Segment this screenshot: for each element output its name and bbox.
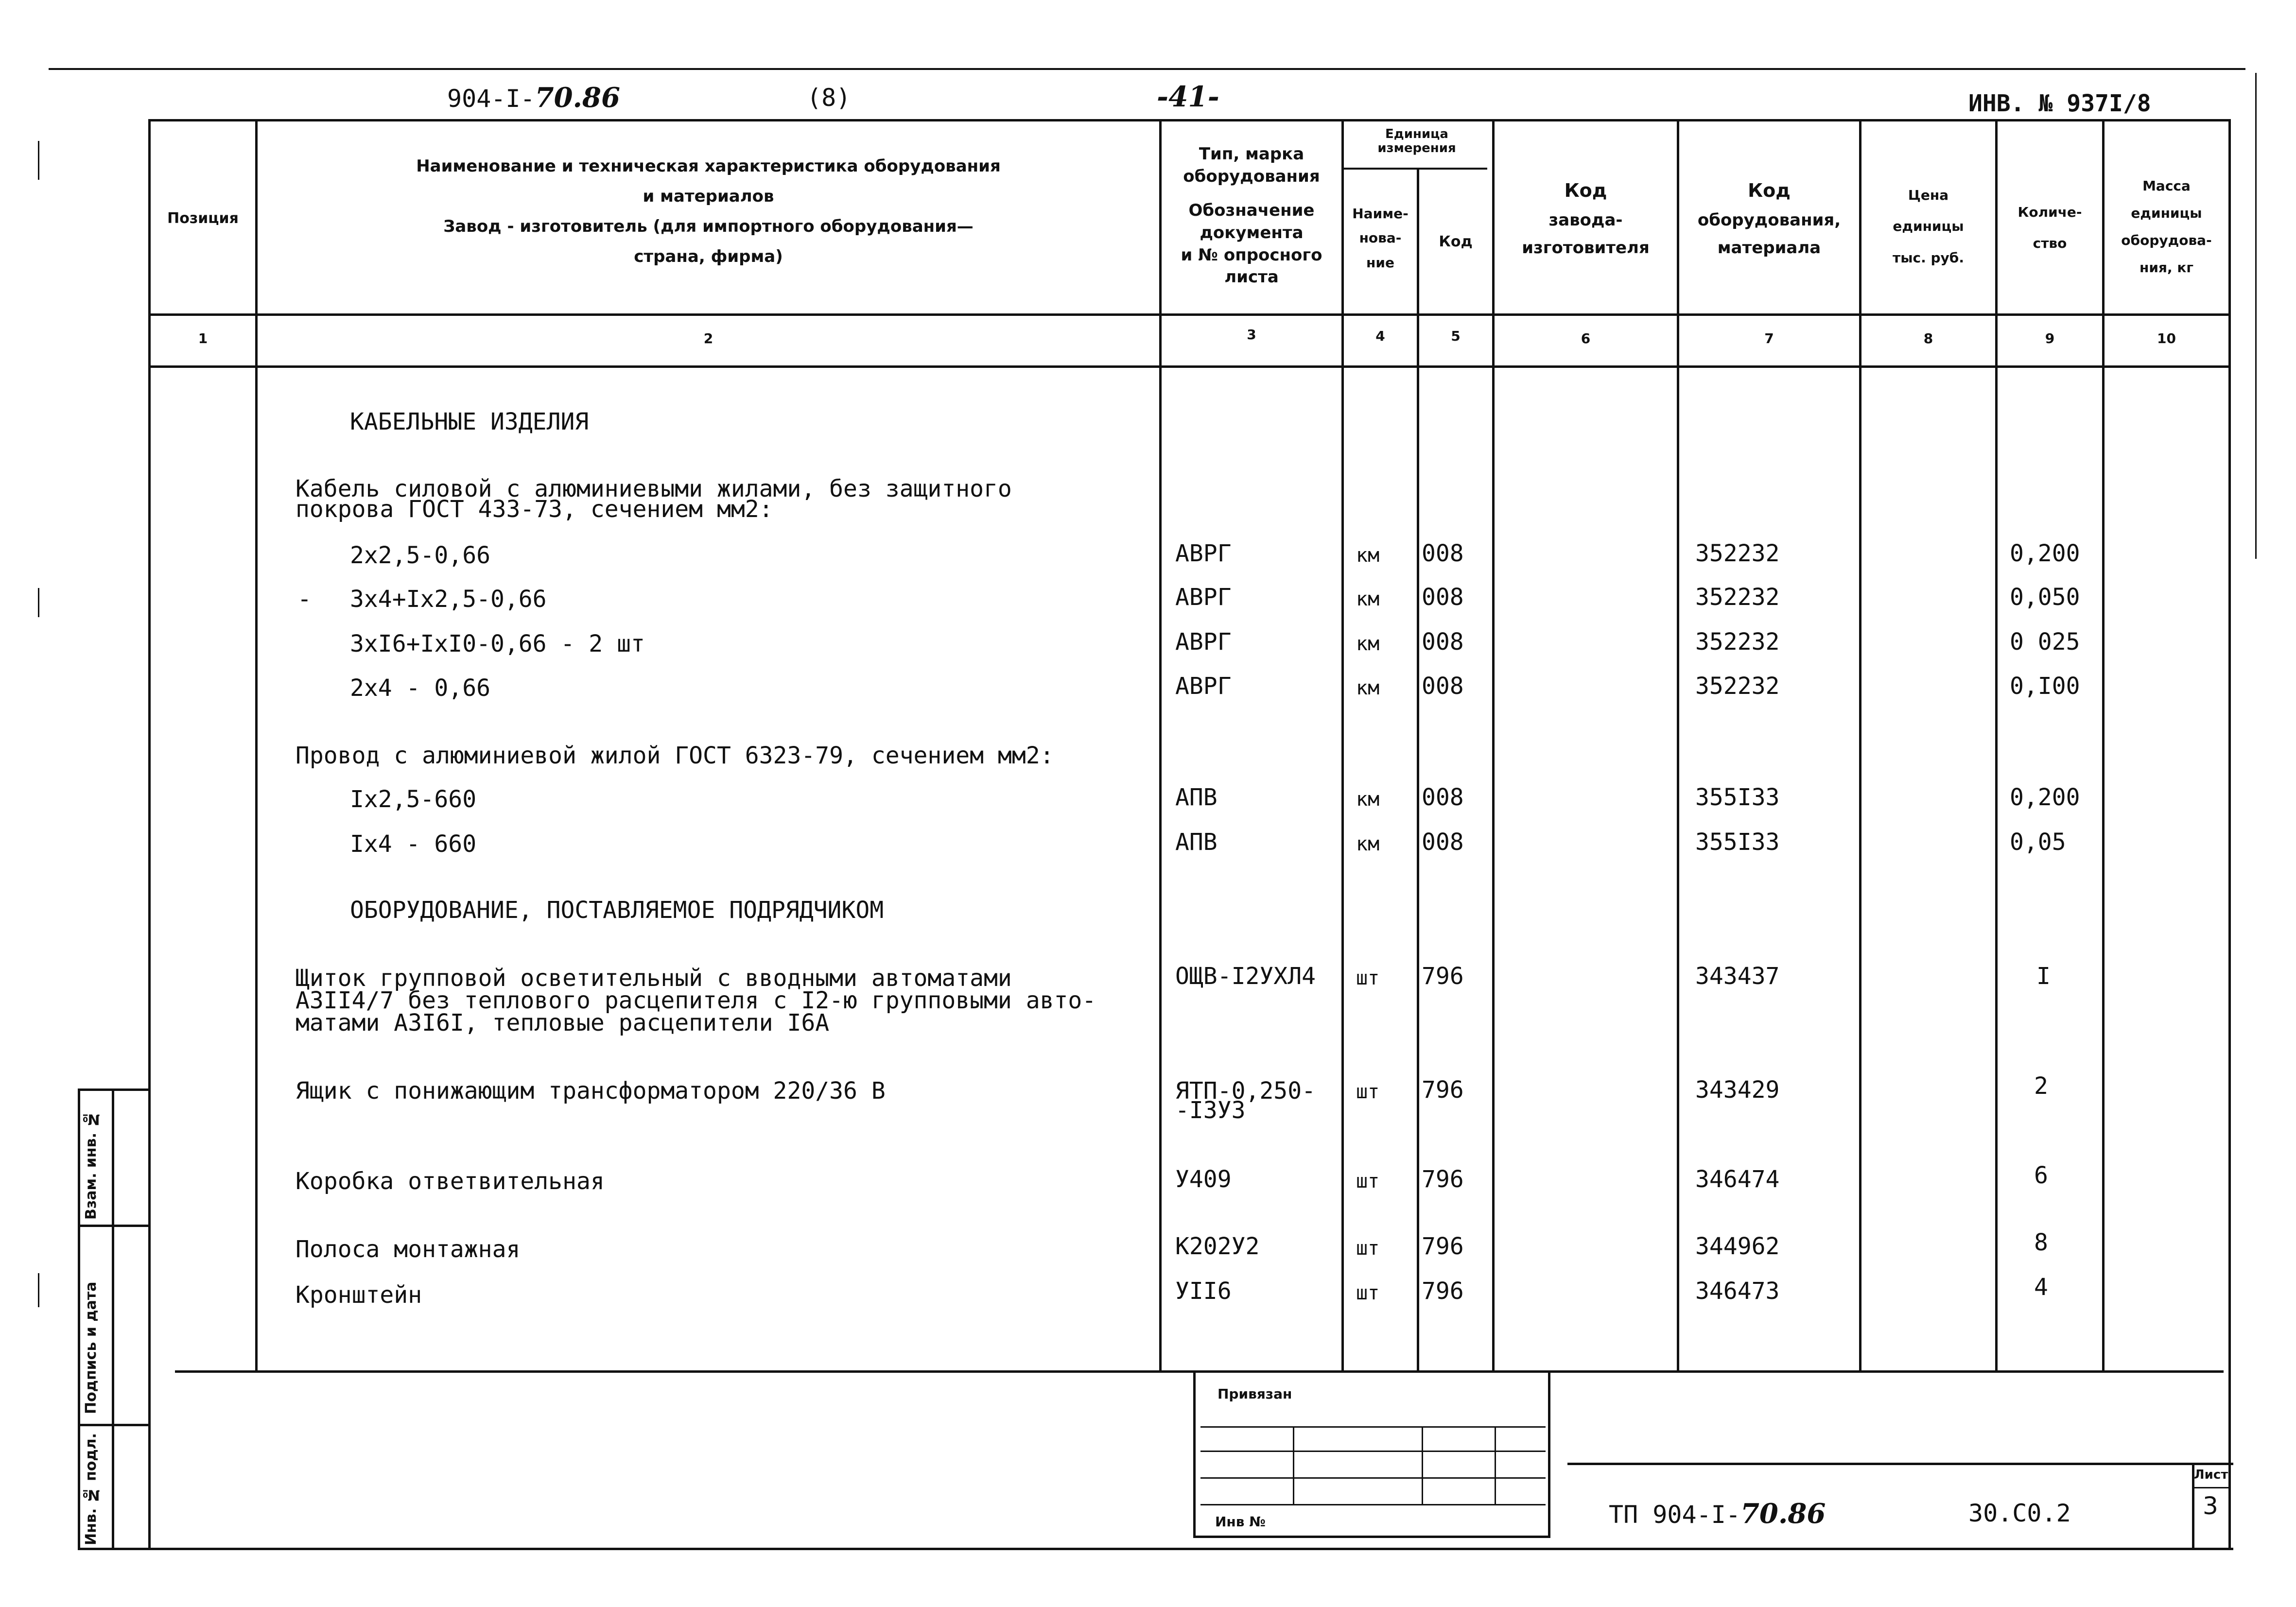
header-mass bbox=[2105, 173, 2228, 281]
row-2-type: АВРГ bbox=[1175, 584, 1232, 611]
cable-description-line-1: Кабель силовой с алюминиевыми жилами, без защитного bbox=[296, 475, 1012, 502]
header-type bbox=[1162, 143, 1341, 289]
row-2-name: 3х4+Iх2,5-0,66 bbox=[350, 586, 547, 613]
row-9-unit: шт bbox=[1356, 1170, 1380, 1192]
unit-header-divider bbox=[1341, 168, 1487, 170]
row-3-name: 3хI6+IхI0-0,66 - 2 шт bbox=[350, 630, 645, 657]
page-right-edge bbox=[2255, 73, 2257, 559]
row-3-type: АВРГ bbox=[1175, 628, 1232, 656]
row-7-equip-code: 343437 bbox=[1695, 963, 1780, 990]
row-4-quantity: 0,I00 bbox=[2010, 673, 2080, 700]
header-type-line-3: Обозначение bbox=[1188, 200, 1315, 220]
row-7-name-line-3: матами А3I6I, тепловые расцепители I6А bbox=[296, 1009, 830, 1037]
header-equip-line-3: материала bbox=[1717, 238, 1821, 258]
column-number-1: 1 bbox=[198, 330, 208, 346]
header-unit-name-line-1: Наиме- bbox=[1352, 206, 1409, 222]
colnum-bottom-line bbox=[148, 365, 2231, 368]
row-11-unit: шт bbox=[1356, 1282, 1380, 1304]
stamp-document-code-handwritten: 70.86 bbox=[1740, 1498, 1826, 1530]
frame-right bbox=[2228, 119, 2231, 1550]
row-5-unit: км bbox=[1356, 788, 1380, 811]
document-number bbox=[447, 82, 620, 114]
stamp-row-2 bbox=[1200, 1451, 1546, 1452]
row-7-name-line-2: А3II4/7 без теплового расцепителя с I2-ю групповыми авто- bbox=[296, 987, 1096, 1014]
header-factory-line-3: изготовителя bbox=[1522, 238, 1650, 258]
col-divider-5 bbox=[1492, 119, 1495, 1373]
row-3-equip-code: 352232 bbox=[1695, 628, 1780, 656]
header-factory-line-2: завода- bbox=[1548, 210, 1623, 230]
row-11-type: УII6 bbox=[1175, 1278, 1232, 1305]
row-1-unit: км bbox=[1356, 544, 1380, 567]
column-number-5: 5 bbox=[1451, 328, 1461, 344]
row-3-quantity: 0 025 bbox=[2010, 628, 2080, 656]
stamp-box-bottom bbox=[1193, 1536, 1550, 1538]
cable-description-line-2: покрова ГОСТ 433-73, сечением мм2: bbox=[296, 496, 773, 523]
row-10-code: 796 bbox=[1422, 1233, 1464, 1260]
column-number-6: 6 bbox=[1581, 330, 1591, 346]
row-5-type: АПВ bbox=[1175, 784, 1218, 811]
col-divider-7 bbox=[1859, 119, 1861, 1373]
header-type-line-1: Тип, марка bbox=[1199, 144, 1305, 164]
row-11-quantity: 4 bbox=[2034, 1274, 2048, 1301]
header-unit-name-line-2: нова- bbox=[1359, 230, 1402, 246]
header-qty-line-2: ство bbox=[2033, 235, 2067, 252]
stamp-col-2 bbox=[1422, 1426, 1423, 1504]
row-1-code: 008 bbox=[1422, 540, 1464, 567]
row-2-unit: км bbox=[1356, 588, 1380, 610]
column-number-9: 9 bbox=[2045, 330, 2055, 346]
header-equip-line-1: Код bbox=[1748, 180, 1791, 201]
margin-divider-1 bbox=[78, 1225, 151, 1227]
header-quantity bbox=[1998, 197, 2102, 259]
row-6-code: 008 bbox=[1422, 829, 1464, 856]
row-8-type-line-1: ЯТП-0,250- bbox=[1175, 1077, 1316, 1105]
header-equip-line-2: оборудования, bbox=[1697, 210, 1841, 230]
header-unit-line-2: измерения bbox=[1377, 140, 1456, 156]
row-3-code: 008 bbox=[1422, 628, 1464, 656]
row-10-unit: шт bbox=[1356, 1237, 1380, 1260]
row-4-unit: км bbox=[1356, 677, 1380, 699]
row-7-name-line-1: Щиток групповой осветительный с вводными автоматами bbox=[296, 965, 1012, 992]
row-5-quantity: 0,200 bbox=[2010, 784, 2080, 811]
inventory-number: ИНВ. № 937I/8 bbox=[1968, 90, 2151, 117]
header-unit-code: Код bbox=[1439, 233, 1473, 250]
header-unit-line-1: Единица bbox=[1385, 127, 1448, 141]
page-bottom-line bbox=[78, 1548, 2233, 1550]
row-4-equip-code: 352232 bbox=[1695, 673, 1780, 700]
header-mass-line-3: оборудова- bbox=[2121, 232, 2212, 248]
stamp-document-code bbox=[1609, 1498, 1826, 1530]
header-type-line-6: листа bbox=[1224, 267, 1279, 287]
row-6-equip-code: 355I33 bbox=[1695, 829, 1780, 856]
stamp-row-4 bbox=[1200, 1504, 1546, 1505]
scan-mark-3 bbox=[38, 1273, 39, 1307]
column-number-7: 7 bbox=[1764, 330, 1774, 346]
header-unit-name bbox=[1344, 202, 1417, 275]
row-1-type: АВРГ bbox=[1175, 540, 1232, 567]
row-9-quantity: 6 bbox=[2034, 1162, 2048, 1189]
row-8-unit: шт bbox=[1356, 1081, 1380, 1103]
header-position: Позиция bbox=[167, 210, 239, 227]
header-unit-name-line-3: ние bbox=[1366, 254, 1394, 271]
header-name-line-1: Наименование и техническая характеристика оборудования bbox=[416, 156, 1001, 176]
row-8-name: Ящик с понижающим трансформатором 220/36 В bbox=[296, 1077, 886, 1105]
row-9-type: У409 bbox=[1175, 1166, 1232, 1193]
row-4-name: 2х4 - 0,66 bbox=[350, 674, 490, 702]
row-10-name: Полоса монтажная bbox=[296, 1236, 521, 1263]
header-price-line-2: единицы bbox=[1893, 218, 1964, 235]
row-3-unit: км bbox=[1356, 633, 1380, 655]
stamp-inventory-label: Инв № bbox=[1215, 1514, 1266, 1530]
header-name-line-2: и материалов bbox=[643, 186, 774, 206]
column-number-8: 8 bbox=[1923, 330, 1933, 346]
header-price-line-1: Цена bbox=[1908, 187, 1949, 203]
row-6-name: Iх4 - 660 bbox=[350, 830, 477, 858]
sheet-box-divider bbox=[2192, 1487, 2231, 1488]
section-number: (8) bbox=[807, 84, 851, 112]
table-bottom-line bbox=[175, 1370, 2224, 1373]
row-7-quantity: I bbox=[2036, 963, 2051, 990]
header-qty-line-1: Количе- bbox=[2018, 204, 2082, 220]
margin-right-line bbox=[112, 1089, 114, 1550]
header-name-line-3: Завод - изготовитель (для импортного оборудования— bbox=[443, 216, 974, 236]
stamp-row-1 bbox=[1200, 1426, 1546, 1428]
row-8-equip-code: 343429 bbox=[1695, 1076, 1780, 1104]
row-4-code: 008 bbox=[1422, 673, 1464, 700]
column-number-4: 4 bbox=[1375, 328, 1385, 344]
margin-inventory-original: Инв. № подл. bbox=[83, 1433, 100, 1545]
row-7-type: ОЩВ-I2УХЛ4 bbox=[1175, 963, 1316, 990]
row-11-name: Кронштейн bbox=[296, 1281, 422, 1309]
header-bottom-line bbox=[148, 313, 2231, 316]
row-5-code: 008 bbox=[1422, 784, 1464, 811]
row-6-quantity: 0,05 bbox=[2010, 829, 2066, 856]
row-7-unit: шт bbox=[1356, 967, 1380, 989]
row-5-equip-code: 355I33 bbox=[1695, 784, 1780, 811]
row-6-unit: км bbox=[1356, 833, 1380, 855]
stamp-col-3 bbox=[1495, 1426, 1496, 1504]
row-2-equip-code: 352232 bbox=[1695, 584, 1780, 611]
row-4-type: АВРГ bbox=[1175, 673, 1232, 700]
header-mass-line-1: Масса bbox=[2142, 178, 2191, 194]
table-top-line bbox=[148, 119, 2231, 121]
stamp-box-right bbox=[1548, 1370, 1550, 1538]
header-price bbox=[1861, 180, 1995, 274]
stamp-line bbox=[1567, 1463, 2233, 1465]
row-1-equip-code: 352232 bbox=[1695, 540, 1780, 567]
document-number-handwritten: 70.86 bbox=[535, 82, 620, 114]
col-divider-8 bbox=[1995, 119, 1998, 1373]
col-divider-3 bbox=[1341, 119, 1344, 1373]
row-2-code: 008 bbox=[1422, 584, 1464, 611]
header-name-line-4: страна, фирма) bbox=[634, 246, 783, 266]
row-1-name: 2х2,5-0,66 bbox=[350, 542, 490, 569]
margin-top-line bbox=[78, 1089, 151, 1091]
top-border bbox=[49, 68, 2245, 70]
row-11-code: 796 bbox=[1422, 1278, 1464, 1305]
header-equipment-code bbox=[1679, 175, 1859, 262]
margin-replace-inventory: Взам. инв. № bbox=[83, 1110, 100, 1220]
document-number-prefix: 904-I- bbox=[447, 85, 535, 113]
stamp-row-3 bbox=[1200, 1477, 1546, 1479]
stamp-document-code-prefix: ТП 904-I- bbox=[1609, 1501, 1740, 1529]
row-10-equip-code: 344962 bbox=[1695, 1233, 1780, 1260]
wire-description: Провод с алюминиевой жилой ГОСТ 6323-79, сечением мм2: bbox=[296, 742, 1054, 769]
page-number: -41- bbox=[1157, 80, 1219, 113]
col-divider-2 bbox=[1159, 119, 1162, 1373]
margin-left-line bbox=[78, 1089, 80, 1550]
col-divider-1 bbox=[255, 119, 258, 1373]
row-8-code: 796 bbox=[1422, 1076, 1464, 1104]
row-1-quantity: 0,200 bbox=[2010, 540, 2080, 567]
header-type-line-2: оборудования bbox=[1183, 166, 1320, 186]
stamp-bound-label: Привязан bbox=[1218, 1386, 1292, 1402]
header-type-line-4: документа bbox=[1200, 223, 1304, 242]
row-9-code: 796 bbox=[1422, 1166, 1464, 1193]
scan-mark-1 bbox=[38, 141, 39, 180]
column-number-2: 2 bbox=[703, 330, 713, 346]
header-mass-line-2: единицы bbox=[2131, 205, 2202, 221]
stamp-box-left bbox=[1193, 1370, 1196, 1538]
row-8-quantity: 2 bbox=[2034, 1072, 2048, 1100]
row-7-code: 796 bbox=[1422, 963, 1464, 990]
header-type-line-5: и № опросного bbox=[1181, 245, 1322, 265]
sheet-label: Лист bbox=[2194, 1468, 2228, 1482]
row-9-name: Коробка ответвительная bbox=[296, 1168, 605, 1195]
scan-mark-2 bbox=[38, 588, 39, 617]
col-divider-6 bbox=[1677, 119, 1679, 1373]
column-number-10: 10 bbox=[2157, 330, 2176, 346]
header-price-line-3: тыс. руб. bbox=[1892, 249, 1964, 266]
row-10-type: К202У2 bbox=[1175, 1233, 1260, 1260]
row-2-dash: - bbox=[297, 586, 312, 613]
section-heading-equipment: ОБОРУДОВАНИЕ, ПОСТАВЛЯЕМОЕ ПОДРЯДЧИКОМ bbox=[350, 897, 884, 924]
sheet-number: 3 bbox=[2203, 1492, 2218, 1520]
row-11-equip-code: 346473 bbox=[1695, 1278, 1780, 1305]
header-factory-line-1: Код bbox=[1564, 180, 1607, 201]
row-10-quantity: 8 bbox=[2034, 1229, 2048, 1256]
row-6-type: АПВ bbox=[1175, 829, 1218, 856]
header-name bbox=[258, 156, 1159, 268]
section-heading-cables: КАБЕЛЬНЫЕ ИЗДЕЛИЯ bbox=[350, 408, 589, 435]
col-divider-4 bbox=[1417, 168, 1419, 1373]
margin-divider-2 bbox=[78, 1424, 151, 1426]
stamp-col-1 bbox=[1293, 1426, 1294, 1504]
row-9-equip-code: 346474 bbox=[1695, 1166, 1780, 1193]
margin-signature-date: Подпись и дата bbox=[83, 1281, 100, 1414]
column-number-3: 3 bbox=[1247, 327, 1256, 343]
row-2-quantity: 0,050 bbox=[2010, 584, 2080, 611]
row-5-name: Iх2,5-660 bbox=[350, 786, 477, 813]
row-8-type-line-2: -I3У3 bbox=[1175, 1097, 1246, 1124]
header-unit bbox=[1344, 127, 1490, 155]
header-factory-code bbox=[1495, 175, 1677, 262]
stamp-document-suffix: 30.С0.2 bbox=[1968, 1499, 2071, 1527]
header-mass-line-4: ния, кг bbox=[2139, 259, 2193, 276]
col-divider-9 bbox=[2102, 119, 2105, 1373]
